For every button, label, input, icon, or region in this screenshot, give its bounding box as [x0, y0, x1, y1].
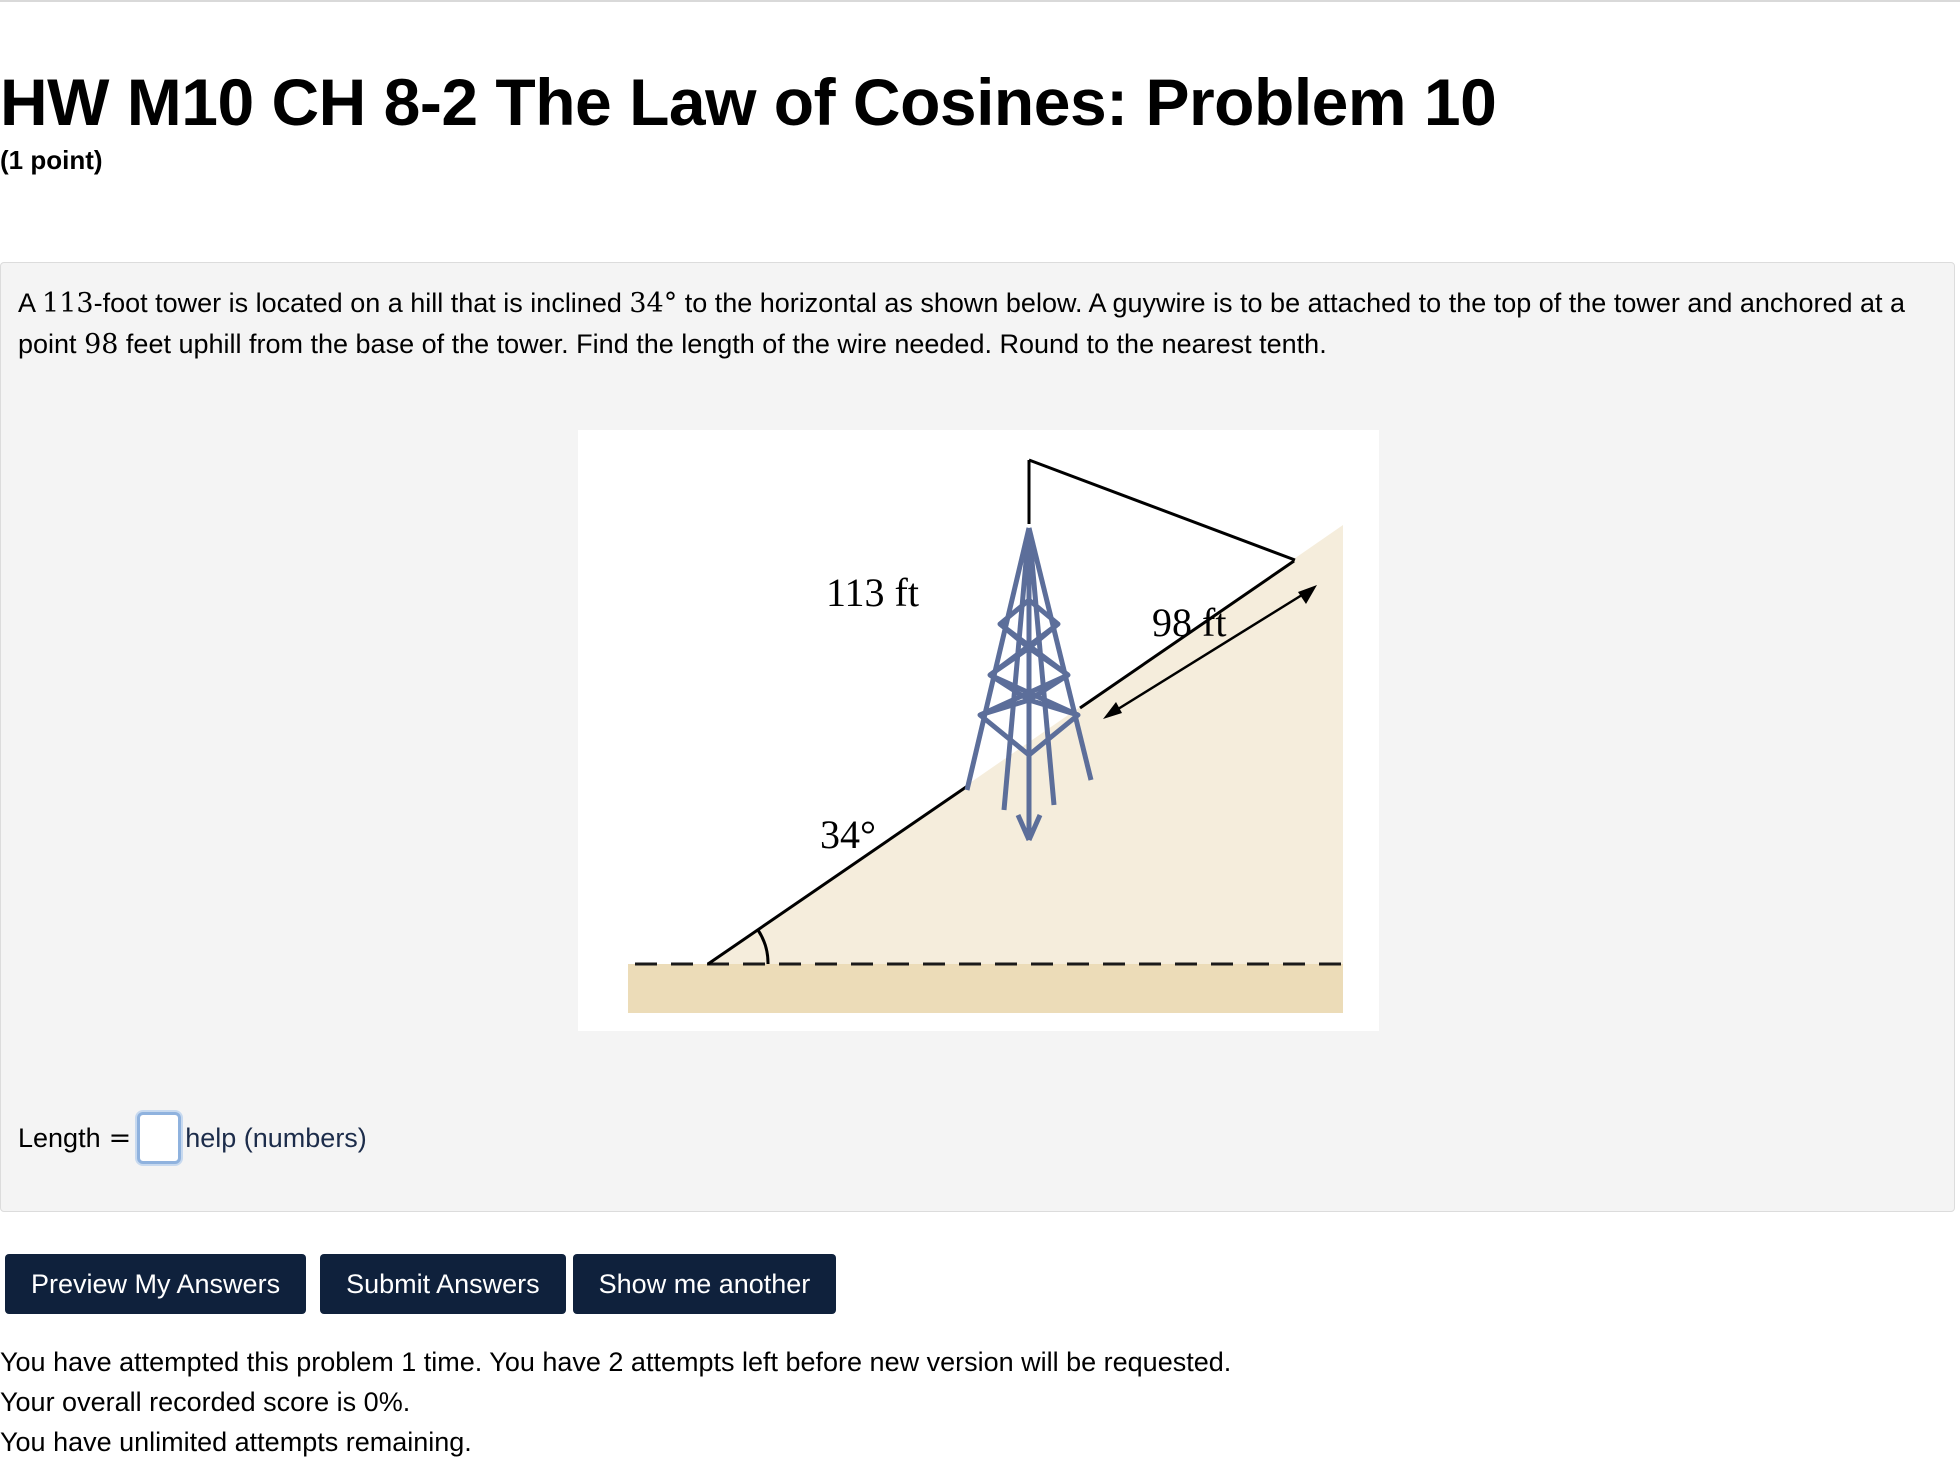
statement-text: A: [18, 288, 43, 318]
show-another-button[interactable]: Show me another: [573, 1254, 837, 1314]
ground-band: [628, 964, 1343, 1013]
page-title: HW M10 CH 8-2 The Law of Cosines: Problem 10: [0, 65, 1497, 139]
attempt-count-text: You have attempted this problem 1 time. You have 2 attempts left before new version will be requested.: [0, 1347, 1232, 1377]
answer-row: [18, 1108, 367, 1168]
remaining-attempts-text: You have unlimited attempts remaining.: [0, 1427, 472, 1457]
incline-angle-label: 34°: [820, 812, 876, 857]
problem-statement: [18, 283, 1938, 365]
attempt-status: [0, 1342, 1231, 1462]
answer-label: Length: [18, 1122, 101, 1153]
top-divider: [0, 0, 1960, 2]
length-answer-input[interactable]: [137, 1112, 181, 1164]
tower-height-value: 113: [42, 288, 94, 319]
statement-text: to the horizontal as shown below. A guywire is to be attached to the top of the tower and anchored at a point: [18, 288, 1906, 359]
anchor-distance-value: 98: [84, 329, 119, 360]
problem-figure: [578, 430, 1379, 1031]
incline-angle-value: 34°: [629, 288, 678, 319]
problem-panel: [0, 262, 1955, 1212]
score-text: Your overall recorded score is 0%.: [0, 1387, 411, 1417]
equals-sign: =: [108, 1122, 132, 1154]
tower-height-label: 113 ft: [826, 570, 919, 615]
action-buttons: [5, 1254, 850, 1314]
preview-answers-button[interactable]: Preview My Answers: [5, 1254, 306, 1314]
statement-text: feet uphill from the base of the tower. Find the length of the wire needed. Round to the nearest tenth.: [118, 329, 1327, 359]
submit-answers-button[interactable]: Submit Answers: [320, 1254, 566, 1314]
guywire: [1029, 460, 1295, 560]
tower-diagram: [578, 430, 1379, 1031]
statement-text: -foot tower is located on a hill that is inclined: [93, 288, 630, 318]
anchor-distance-label: 98 ft: [1152, 600, 1227, 645]
help-numbers-link[interactable]: help (numbers): [185, 1122, 367, 1153]
point-value: (1 point): [0, 145, 103, 175]
